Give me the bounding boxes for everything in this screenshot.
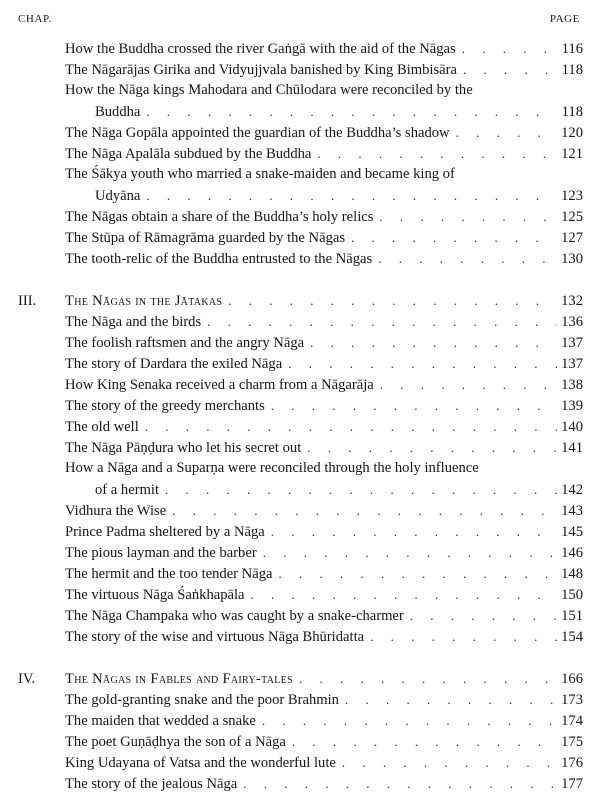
entry-title: The story of the greedy merchants xyxy=(65,398,265,414)
entry-page: 123 xyxy=(561,188,583,204)
entry-title-continued: Buddha xyxy=(95,104,141,120)
chapter-number: IV. xyxy=(18,671,36,687)
entry-page: 140 xyxy=(561,419,583,435)
entry-title: How the Buddha crossed the river Gaṅgā with the aid of the Nāgas xyxy=(65,41,456,57)
entry-page: 118 xyxy=(561,62,583,78)
entry-page: 118 xyxy=(561,104,583,120)
entry-title: The Nāga Champaka who was caught by a snake-charmer xyxy=(65,608,404,624)
entry-page: 143 xyxy=(561,503,583,519)
entry-title: The poet Guṇāḍhya the son of a Nāga xyxy=(65,734,286,750)
entry-title: How the Nāga kings Mahodara and Chūlodara were reconciled by the xyxy=(65,82,473,98)
entry-page: 139 xyxy=(561,398,583,414)
chapter-title: The Nāgas in the Jātakas xyxy=(65,293,223,309)
chapter-page: 132 xyxy=(561,293,583,309)
chapter-page: 166 xyxy=(561,671,583,687)
toc-entry xyxy=(65,626,583,647)
toc-entry xyxy=(65,38,583,59)
toc-entry xyxy=(65,458,583,500)
entry-page: 137 xyxy=(561,356,583,372)
entry-page: 145 xyxy=(561,524,583,540)
entry-page: 173 xyxy=(561,692,583,708)
toc-entry xyxy=(65,353,583,374)
entry-title: King Udayana of Vatsa and the wonderful lute xyxy=(65,755,336,771)
entry-title: The tooth-relic of the Buddha entrusted to the Nāgas xyxy=(65,251,373,267)
entry-title: The Nāga Pāṇḍura who let his secret out xyxy=(65,440,302,456)
entry-title: The story of Dardara the exiled Nāga xyxy=(65,356,283,372)
toc-entry xyxy=(65,311,583,332)
toc-entry xyxy=(65,437,583,458)
entry-page: 150 xyxy=(561,587,583,603)
toc-entry xyxy=(65,500,583,521)
entry-title: The story of the wise and virtuous Nāga Bhūridatta xyxy=(65,629,365,645)
toc-entry xyxy=(65,332,583,353)
entry-title: The old well xyxy=(65,419,139,435)
toc-entry xyxy=(65,605,583,626)
chapter-title: The Nāgas in Fables and Fairy-tales xyxy=(65,671,293,687)
toc-entry xyxy=(65,689,583,710)
entry-page: 130 xyxy=(561,251,583,267)
entry-title: Vidhura the Wise xyxy=(65,503,167,519)
entry-title: The Stūpa of Rāmagrāma guarded by the Nāgas xyxy=(65,230,346,246)
toc-entry xyxy=(65,521,583,542)
entry-title: The foolish raftsmen and the angry Nāga xyxy=(65,335,305,351)
entry-page: 142 xyxy=(561,482,583,498)
chapter-heading xyxy=(18,668,583,689)
chapter-number: III. xyxy=(18,293,37,309)
toc-entry xyxy=(65,164,583,206)
entry-page: 154 xyxy=(561,629,583,645)
entry-title: How King Senaka received a charm from a Nāgarāja xyxy=(65,377,374,393)
toc-entry xyxy=(65,59,583,80)
entry-title: The story of the jealous Nāga xyxy=(65,776,238,792)
entry-page: 174 xyxy=(561,713,583,729)
toc-entry xyxy=(65,731,583,752)
toc-entry xyxy=(65,122,583,143)
entry-page: 177 xyxy=(561,776,583,792)
entry-title: How a Nāga and a Suparṇa were reconciled through the holy influence xyxy=(65,460,479,476)
chapter-heading xyxy=(18,290,583,311)
toc-entry xyxy=(65,248,583,269)
toc-entry xyxy=(65,584,583,605)
entry-page: 148 xyxy=(561,566,583,582)
entry-title: The hermit and the too tender Nāga xyxy=(65,566,273,582)
entry-page: 120 xyxy=(561,125,583,141)
entry-title-continued: Udyāna xyxy=(95,188,141,204)
entry-page: 176 xyxy=(561,755,583,771)
toc-entry xyxy=(65,752,583,773)
entry-page: 121 xyxy=(561,146,583,162)
entry-title: Prince Padma sheltered by a Nāga xyxy=(65,524,265,540)
entry-title-continued: of a hermit xyxy=(95,482,160,498)
entry-page: 137 xyxy=(561,335,583,351)
entry-title: The pious layman and the barber xyxy=(65,545,257,561)
entry-title: The Nāga Gopāla appointed the guardian of the Buddha’s shadow xyxy=(65,125,450,141)
entry-page: 127 xyxy=(561,230,583,246)
entry-title: The Nāgarājas Girika and Vidyujjvala banished by King Bimbisāra xyxy=(65,62,457,78)
entry-page: 151 xyxy=(561,608,583,624)
toc-entry xyxy=(65,416,583,437)
toc-entry xyxy=(65,563,583,584)
page-column-header: PAGE xyxy=(549,13,580,25)
entry-title: The Nāgas obtain a share of the Buddha’s holy relics xyxy=(65,209,374,225)
toc-entry xyxy=(65,80,583,122)
entry-title: The gold-granting snake and the poor Brahmin xyxy=(65,692,339,708)
toc-entry xyxy=(65,542,583,563)
chap-column-header: CHAP. xyxy=(18,13,52,25)
toc-entry xyxy=(65,374,583,395)
toc-entry xyxy=(65,143,583,164)
entry-page: 175 xyxy=(561,734,583,750)
toc-entry xyxy=(65,206,583,227)
entry-title: The Nāga Apalāla subdued by the Buddha xyxy=(65,146,312,162)
entry-page: 146 xyxy=(561,545,583,561)
entry-page: 141 xyxy=(561,440,583,456)
entry-title: The Nāga and the birds xyxy=(65,314,202,330)
toc-entry xyxy=(65,773,583,794)
entry-page: 136 xyxy=(561,314,583,330)
entry-page: 125 xyxy=(561,209,583,225)
toc-entry xyxy=(65,710,583,731)
toc-entry xyxy=(65,227,583,248)
entry-title: The Śākya youth who married a snake-maiden and became king of xyxy=(65,166,455,182)
entry-page: 138 xyxy=(561,377,583,393)
entry-title: The virtuous Nāga Śaṅkhapāla xyxy=(65,587,245,603)
toc-entry xyxy=(65,395,583,416)
entry-page: 116 xyxy=(561,41,583,57)
entry-title: The maiden that wedded a snake xyxy=(65,713,256,729)
